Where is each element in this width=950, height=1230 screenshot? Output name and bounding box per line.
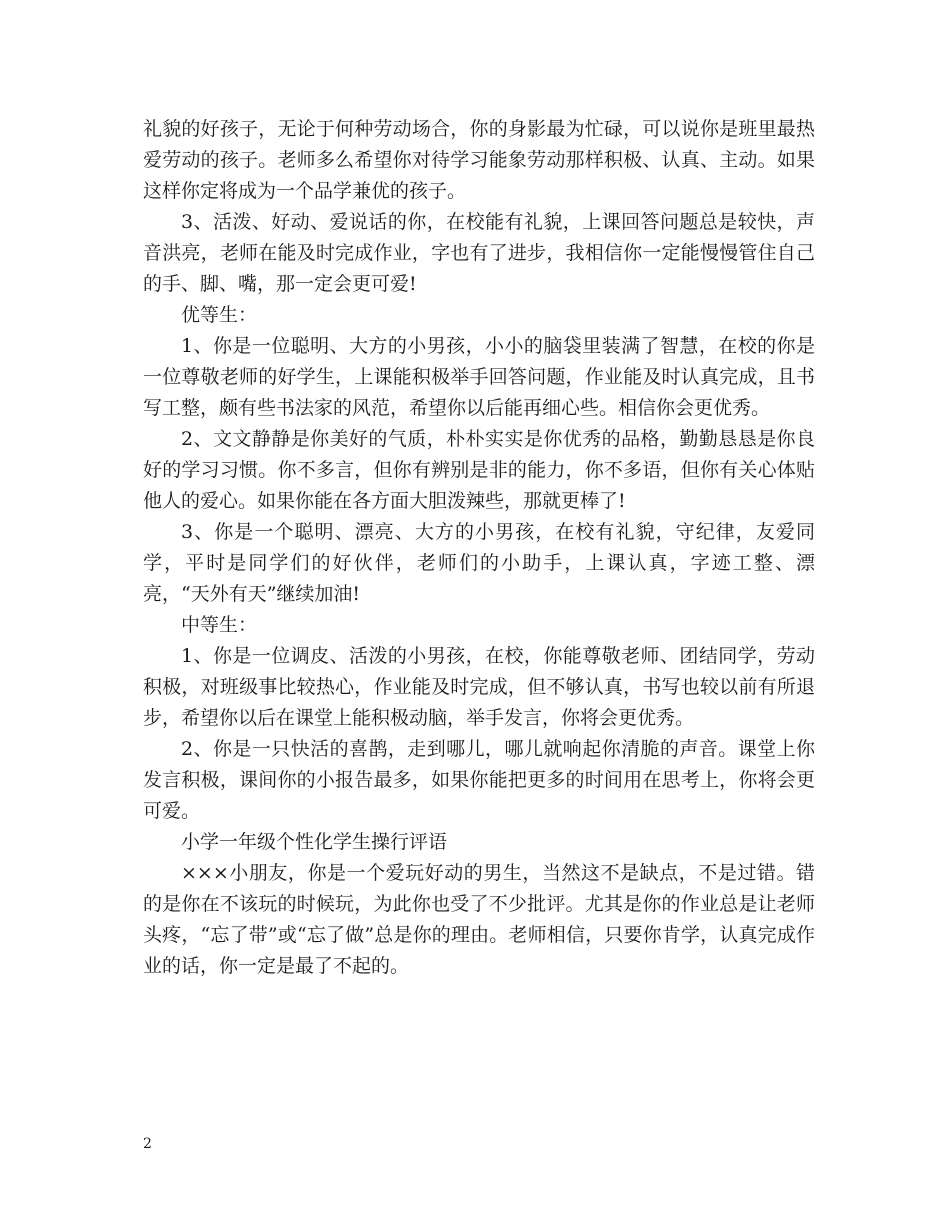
paragraph-excellent-1: 1、你是一位聪明、大方的小男孩，小小的脑袋里装满了智慧，在校的你是一位尊敬老师的好学生，上课能积极举手回答问题，作业能及时认真完成，且书写工整，颇有些书法家的风范，希望你以后能再细心些。相信你会更优秀。 [143,335,815,419]
document-body [143,114,815,982]
paragraph-continuation: 礼貌的好孩子，无论于何种劳动场合，你的身影最为忙碌，可以说你是班里最热爱劳动的孩子。老师多么希望你对待学习能象劳动那样积极、认真、主动。如果这样你定将成为一个品学兼优的孩子。 [143,118,815,202]
paragraph-average-1: 1、你是一位调皮、活泼的小男孩，在校，你能尊敬老师、团结同学，劳动积极，对班级事比较热心，作业能及时完成，但不够认真，书写也较以前有所退步，希望你以后在课堂上能积极动脑，举手发言，你将会更优秀。 [143,645,815,729]
paragraph-excellent-3: 3、你是一个聪明、漂亮、大方的小男孩，在校有礼貌，守纪律，友爱同学，平时是同学们的好伙伴，老师们的小助手，上课认真，字迹工整、漂亮，“天外有天”继续加油! [143,521,815,605]
section-heading-personalized-comments: 小学一年级个性化学生操行评语 [181,831,448,853]
paragraph-personalized-1: ×××小朋友，你是一个爱玩好动的男生，当然这不是缺点，不是过错。错的是你在不该玩的时候玩，为此你也受了不少批评。尤其是你的作业总是让老师头疼，“忘了带”或“忘了做”总是你的理由。老师相信，只要你肯学，认真完成作业的话，你一定是最了不起的。 [143,862,815,977]
page-number: 2 [143,1136,152,1152]
paragraph-average-2: 2、你是一只快活的喜鹊，走到哪儿，哪儿就响起你清脆的声音。课堂上你发言积极，课间你的小报告最多，如果你能把更多的时间用在思考上，你将会更可爱。 [143,738,815,822]
paragraph-item-3-active-child: 3、活泼、好动、爱说话的你，在校能有礼貌，上课回答问题总是较快，声音洪亮，老师在能及时完成作业，字也有了进步，我相信你一定能慢慢管住自己的手、脚、嘴，那一定会更可爱! [143,211,815,295]
section-heading-average-students: 中等生： [181,614,258,636]
paragraph-excellent-2: 2、文文静静是你美好的气质，朴朴实实是你优秀的品格，勤勤恳恳是你良好的学习习惯。你不多言，但你有辨别是非的能力，你不多语，但你有关心体贴他人的爱心。如果你能在各方面大胆泼辣些，那就更棒了! [143,428,815,512]
section-heading-excellent-students: 优等生： [181,304,258,326]
